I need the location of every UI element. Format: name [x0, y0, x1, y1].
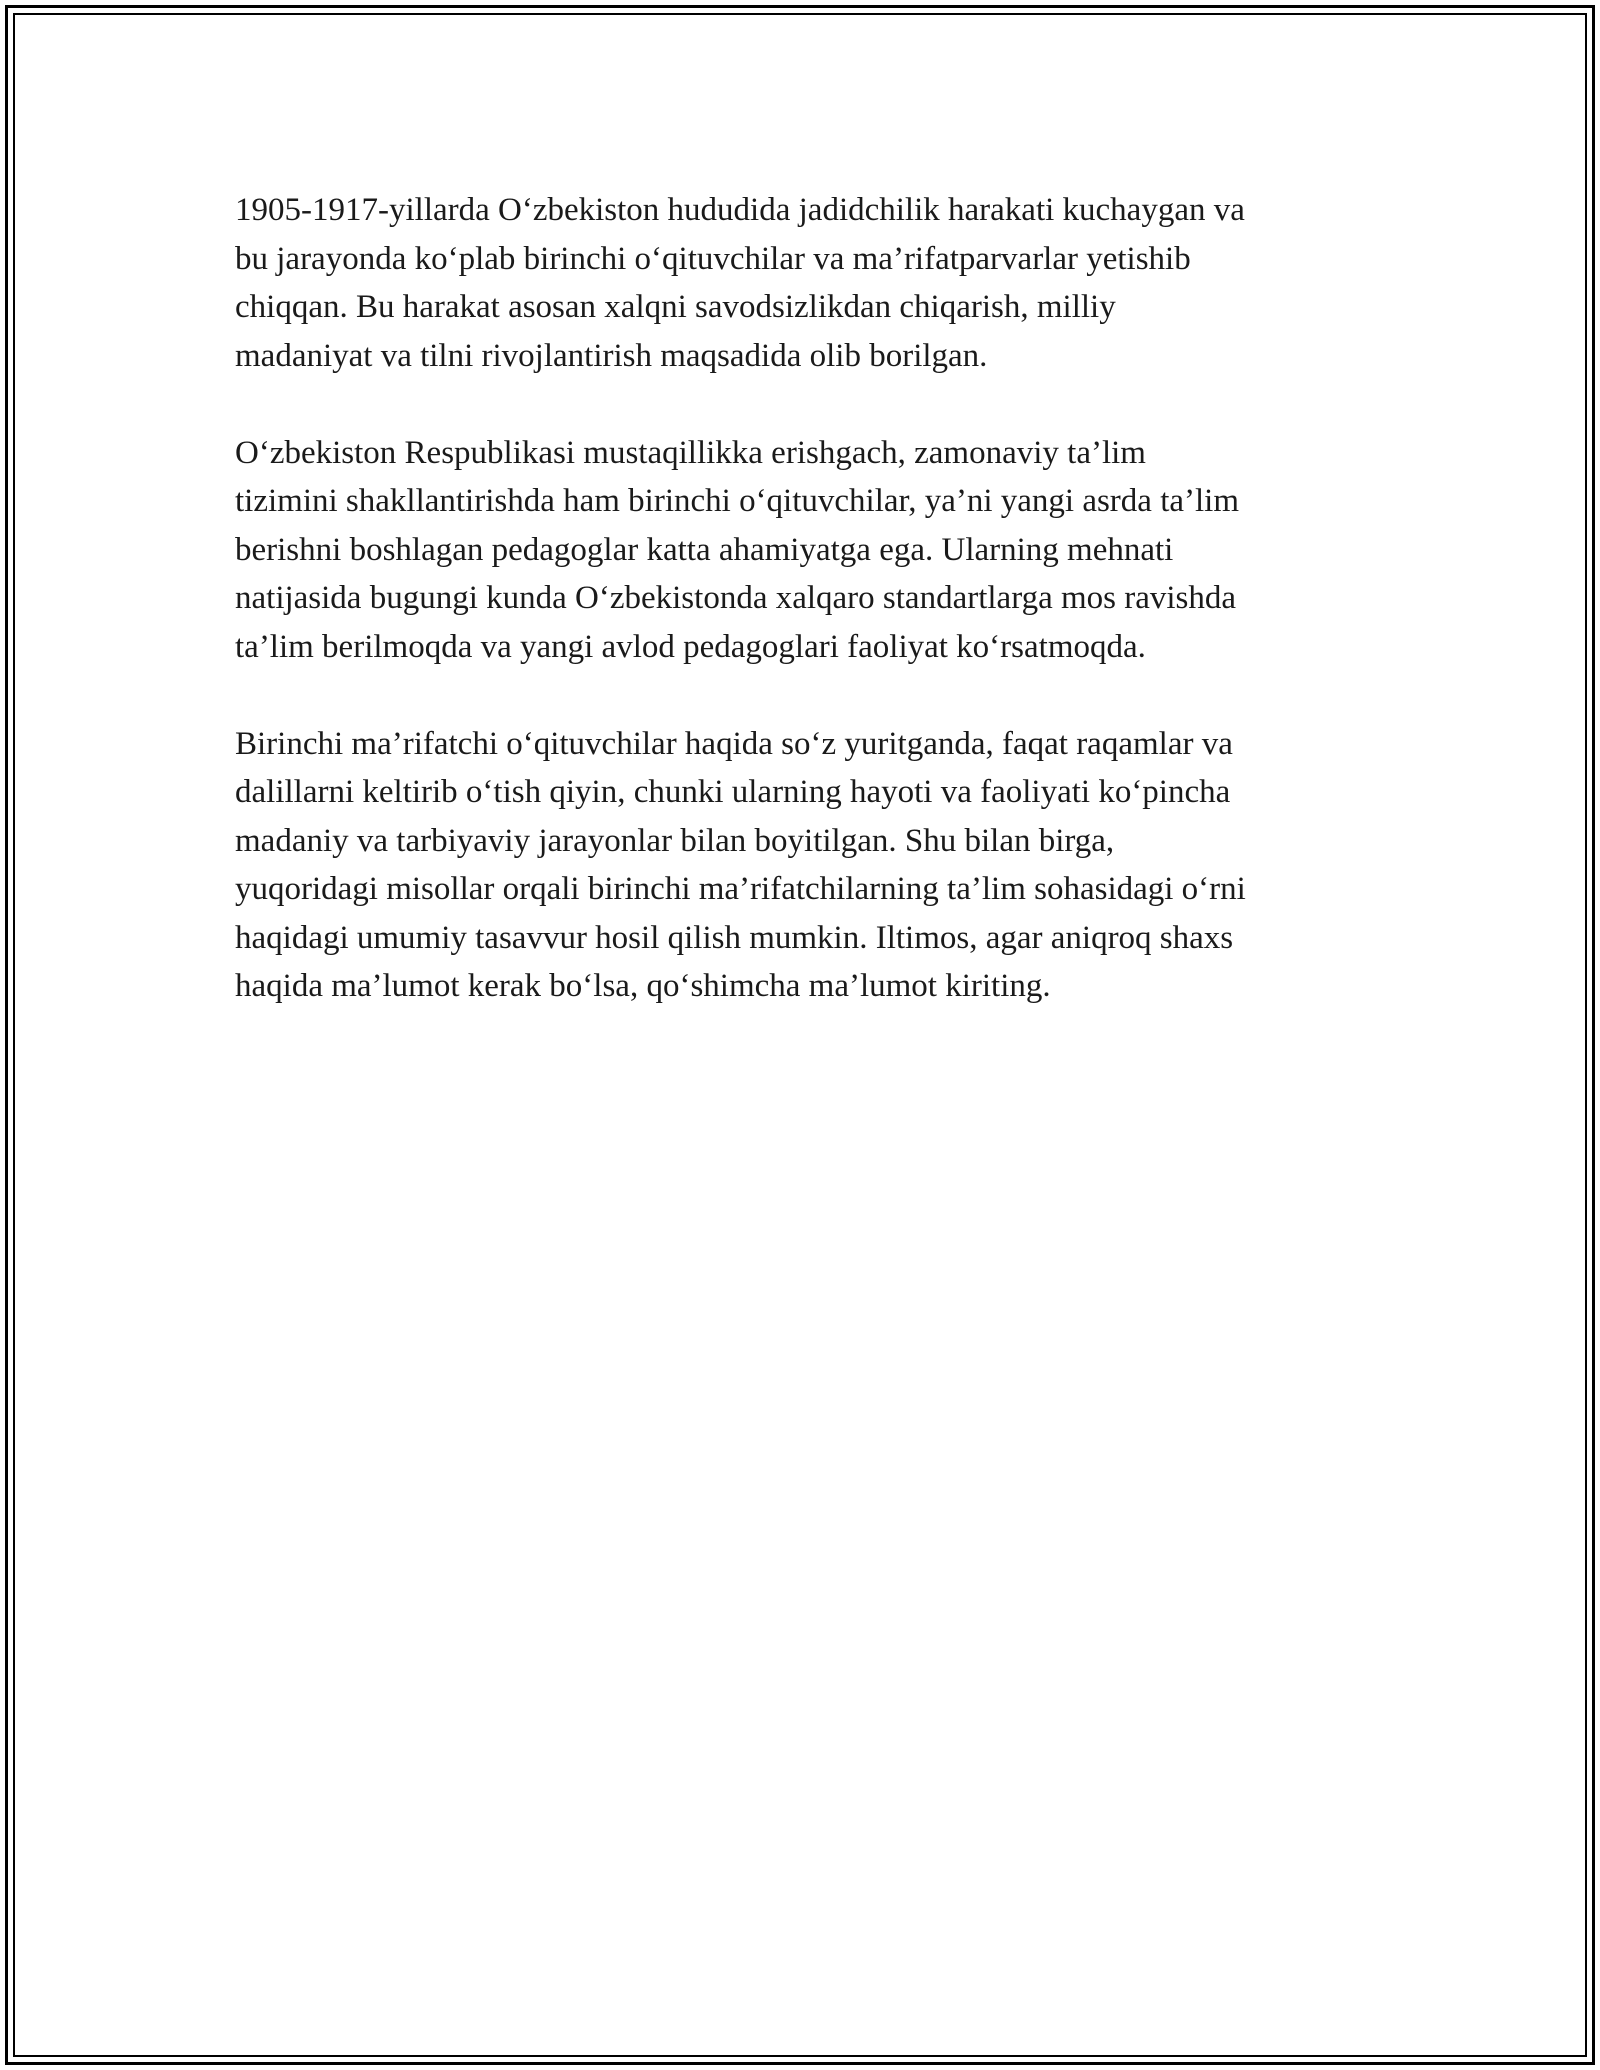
paragraph-1: 1905-1917-yillarda O‘zbekiston hududida jadidchilik harakati kuchaygan va bu jarayonda ko‘plab birinchi o‘qituvchilar va ma’rifatparvarlar yetishib chiqqan. Bu harakat asosan xalqni savodsizlikdan chiqarish, milliy madaniyat va tilni rivojlantirish maqsadida olib borilgan. — [235, 192, 1245, 374]
paragraph-2: O‘zbekiston Respublikasi mustaqillikka erishgach, zamonaviy ta’lim tizimini shakllantirishda ham birinchi o‘qituvchilar, ya’ni yangi asrda ta’lim berishni boshlagan pedagoglar katta ahamiyatga ega. Ularning mehnati natijasida bugungi kunda O‘zbekistonda xalqaro standartlarga mos ravishda ta’lim berilmoqda va yangi avlod pedagoglari faoliyat ko‘rsatmoqda. — [235, 434, 1240, 665]
paragraph-3: Birinchi ma’rifatchi o‘qituvchilar haqida so‘z yuritganda, faqat raqamlar va dalillarni keltirib o‘tish qiyin, chunki ularning hayoti va faoliyati ko‘pincha madaniy va tarbiyaviy jarayonlar bilan boyitilgan. Shu bilan birga, yuqoridagi misollar orqali birinchi ma’rifatchilarning ta’lim sohasidagi o‘rni haqidagi umumiy tasavvur hosil qilish mumkin. Iltimos, agar aniqroq shaxs haqida ma’lumot kerak bo‘lsa, qo‘shimcha ma’lumot kiriting. — [235, 725, 1246, 1004]
document-body — [235, 186, 1365, 1059]
